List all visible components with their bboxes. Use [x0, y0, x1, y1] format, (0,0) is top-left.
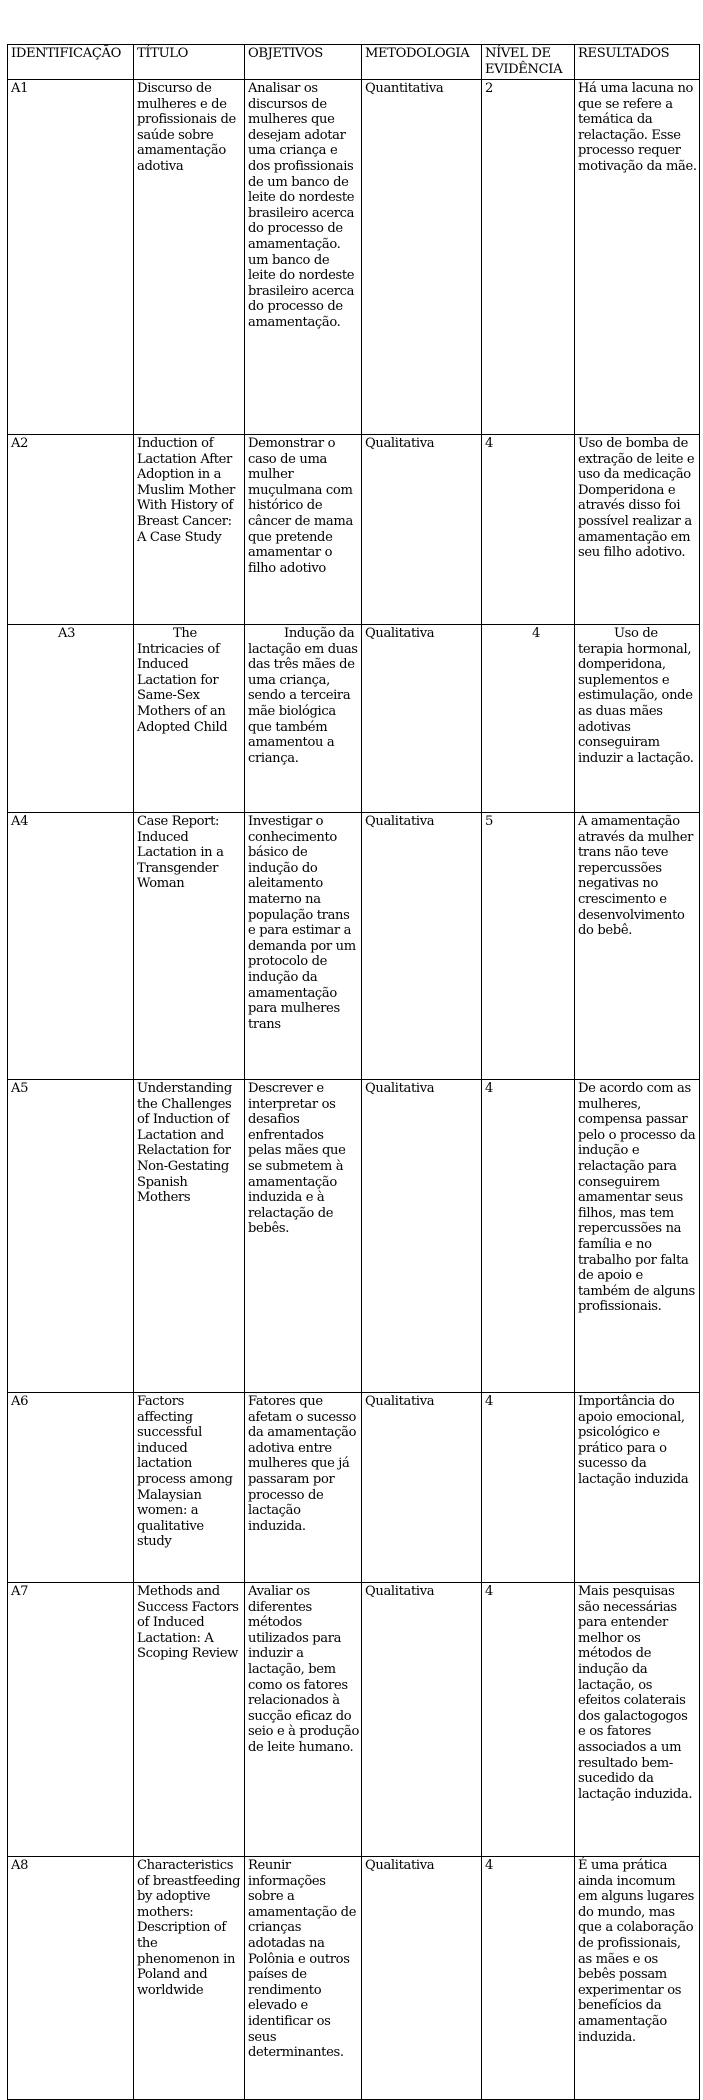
cell-resultados: De acordo com as mulheres, compensa passar pelo o processo da indução e relactação para conseguirem amamentar seus filhos, mas tem repercussões na família e no trabalho por falta de apoio e também de alguns profissionais. [575, 1080, 700, 1393]
header-nivel-evidencia: NÍVEL DE EVIDÊNCIA [482, 45, 575, 80]
table-row [8, 1080, 700, 1393]
cell-nivel-evidencia: 4 [482, 435, 575, 625]
table-row [8, 1857, 700, 2100]
cell-titulo: Discurso de mulheres e de profissionais de saúde sobre amamentação adotiva [134, 80, 245, 435]
cell-identificacao: A7 [8, 1583, 134, 1857]
cell-objetivos: Indução da lactação em duas das três mães de uma criança, sendo a terceira mãe biológica que também amamentou a criança. [245, 625, 362, 813]
cell-nivel-evidencia: 4 [482, 1393, 575, 1583]
cell-resultados: Uso de bomba de extração de leite e uso da medicação Domperidona e através disso foi possível realizar a amamentação em seu filho adotivo. [575, 435, 700, 625]
cell-identificacao: A8 [8, 1857, 134, 2100]
cell-titulo: Characteristics of breastfeeding by adoptive mothers: Description of the phenomenon in Poland and worldwide [134, 1857, 245, 2100]
cell-identificacao: A6 [8, 1393, 134, 1583]
table-row [8, 1583, 700, 1857]
cell-metodologia: Qualitativa [362, 1583, 482, 1857]
cell-objetivos: Analisar os discursos de mulheres que desejam adotar uma criança e dos profissionais de um banco de leite do nordeste brasileiro acerca do processo de amamentação. um banco de leite do nordeste brasileiro acerca do processo de amamentação. [245, 80, 362, 435]
header-metodologia: METODOLOGIA [362, 45, 482, 80]
cell-nivel-evidencia: 4 [482, 1857, 575, 2100]
cell-metodologia: Quantitativa [362, 80, 482, 435]
cell-resultados: Importância do apoio emocional, psicológico e prático para o sucesso da lactação induzida [575, 1393, 700, 1583]
table-row [8, 435, 700, 625]
table-row [8, 625, 700, 813]
cell-titulo: Understanding the Challenges of Induction of Lactation and Relactation for Non-Gestating Spanish Mothers [134, 1080, 245, 1393]
cell-metodologia: Qualitativa [362, 435, 482, 625]
header-identificacao: IDENTIFICAÇÃO [8, 45, 134, 80]
cell-titulo: Induction of Lactation After Adoption in a Muslim Mother With History of Breast Cancer: A Case Study [134, 435, 245, 625]
table-row [8, 813, 700, 1080]
cell-objetivos: Descrever e interpretar os desafios enfrentados pelas mães que se submetem à amamentação induzida e à relactação de bebês. [245, 1080, 362, 1393]
cell-nivel-evidencia: 2 [482, 80, 575, 435]
cell-titulo: Factors affecting successful induced lactation process among Malaysian women: a qualitative study [134, 1393, 245, 1583]
cell-identificacao: A1 [8, 80, 134, 435]
cell-resultados: É uma prática ainda incomum em alguns lugares do mundo, mas que a colaboração de profissionais, as mães e os bebês possam experimentar os benefícios da amamentação induzida. [575, 1857, 700, 2100]
table-header [8, 45, 700, 80]
cell-identificacao: A3 [8, 625, 134, 813]
table-row [8, 80, 700, 435]
cell-nivel-evidencia: 4 [482, 1583, 575, 1857]
cell-metodologia: Qualitativa [362, 625, 482, 813]
cell-titulo: Methods and Success Factors of Induced Lactation: A Scoping Review [134, 1583, 245, 1857]
cell-resultados: Mais pesquisas são necessárias para entender melhor os métodos de indução da lactação, os efeitos colaterais dos galactogogos e os fatores associados a um resultado bem-sucedido da lactação induzida. [575, 1583, 700, 1857]
cell-metodologia: Qualitativa [362, 1857, 482, 2100]
cell-objetivos: Reunir informações sobre a amamentação de crianças adotadas na Polônia e outros países de rendimento elevado e identificar os seus determinantes. [245, 1857, 362, 2100]
cell-nivel-evidencia: 4 [482, 625, 575, 813]
header-row [8, 45, 700, 80]
cell-objetivos: Investigar o conhecimento básico de indução do aleitamento materno na população trans e para estimar a demanda por um protocolo de indução da amamentação para mulheres trans [245, 813, 362, 1080]
header-titulo: TÍTULO [134, 45, 245, 80]
table-body [8, 80, 700, 2100]
cell-objetivos: Fatores que afetam o sucesso da amamentação adotiva entre mulheres que já passaram por processo de lactação induzida. [245, 1393, 362, 1583]
cell-objetivos: Demonstrar o caso de uma mulher muçulmana com histórico de câncer de mama que pretende amamentar o filho adotivo [245, 435, 362, 625]
cell-nivel-evidencia: 5 [482, 813, 575, 1080]
studies-table [7, 44, 700, 2100]
header-resultados: RESULTADOS [575, 45, 700, 80]
cell-titulo: The Intricacies of Induced Lactation for Same-Sex Mothers of an Adopted Child [134, 625, 245, 813]
cell-identificacao: A2 [8, 435, 134, 625]
cell-resultados: Há uma lacuna no que se refere a temática da relactação. Esse processo requer motivação da mãe. [575, 80, 700, 435]
table-row [8, 1393, 700, 1583]
cell-identificacao: A4 [8, 813, 134, 1080]
cell-nivel-evidencia: 4 [482, 1080, 575, 1393]
cell-resultados: Uso de terapia hormonal, domperidona, suplementos e estimulação, onde as duas mães adotivas conseguiram induzir a lactação. [575, 625, 700, 813]
cell-titulo: Case Report: Induced Lactation in a Transgender Woman [134, 813, 245, 1080]
cell-objetivos: Avaliar os diferentes métodos utilizados para induzir a lactação, bem como os fatores relacionados à sucção eficaz do seio e à produção de leite humano. [245, 1583, 362, 1857]
header-objetivos: OBJETIVOS [245, 45, 362, 80]
cell-identificacao: A5 [8, 1080, 134, 1393]
cell-metodologia: Qualitativa [362, 1080, 482, 1393]
cell-metodologia: Qualitativa [362, 813, 482, 1080]
cell-metodologia: Qualitativa [362, 1393, 482, 1583]
cell-resultados: A amamentação através da mulher trans não teve repercussões negativas no crescimento e desenvolvimento do bebê. [575, 813, 700, 1080]
